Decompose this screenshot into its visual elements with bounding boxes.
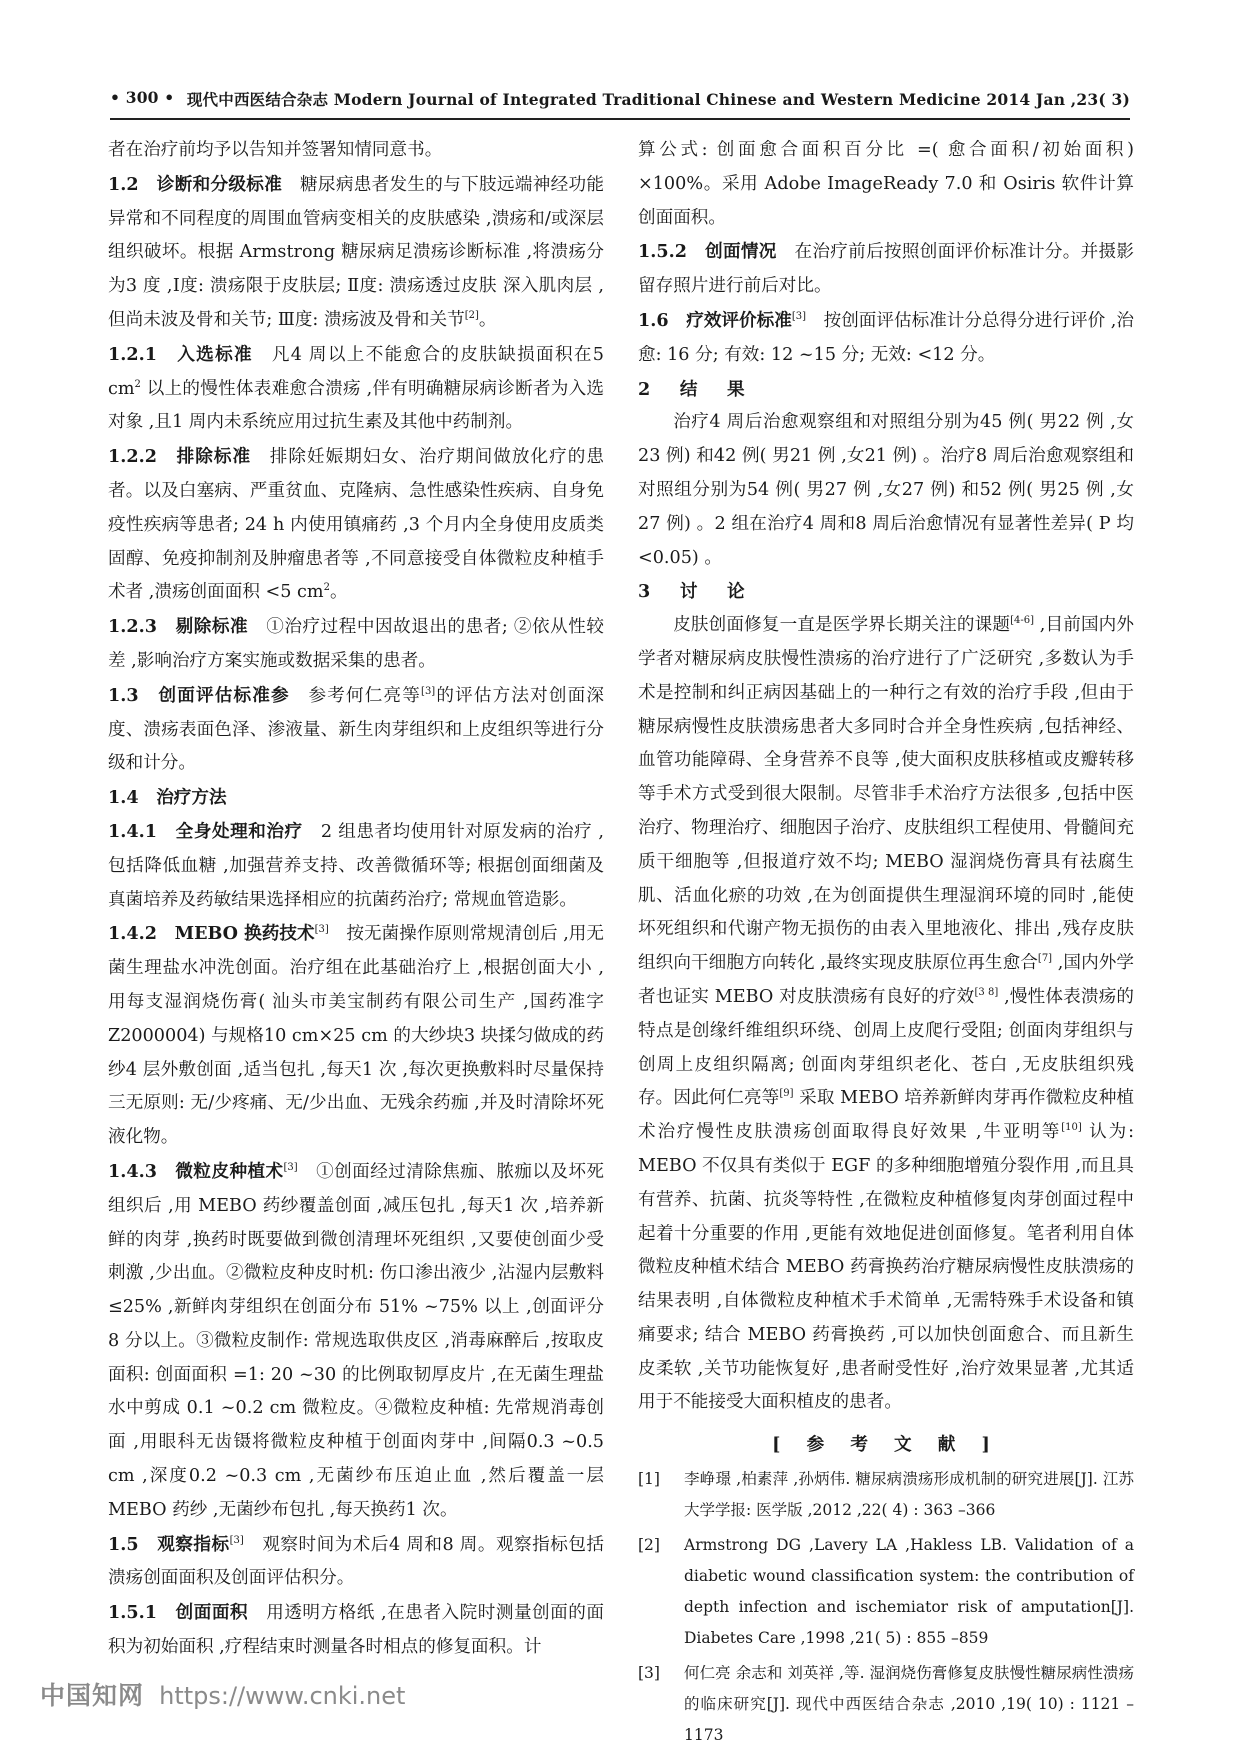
heading-1-4: 1.4 治疗方法 xyxy=(108,787,227,809)
cnki-logo: 中国知网 xyxy=(40,1681,145,1710)
results-paragraph: 治疗4 周后治愈观察组和对照组分别为45 例( 男22 例 ,女23 例) 和42 例( 男21 例 ,女21 例) 。治疗8 周后治愈观察组和对照组分别为54 例( 男27 例 ,女27 例) 和52 例( 男25 例 ,女27 例) 。2 组在治疗4 周和8 周后治愈情况有显著性差异( P 均<0.05) 。 xyxy=(638,412,1134,568)
heading-1-4-2: 1.4.2 MEBO 换药技术 xyxy=(108,923,315,945)
citation: [3] xyxy=(421,685,436,697)
section-1-5: 1.5 观察指标[3] 观察时间为术后4 周和8 周。观察指标包括溃疡创面面积及创面评估积分。 xyxy=(108,1533,604,1589)
section-1-4-3: 1.4.3 微粒皮种植术[3] ①创面经过清除焦痂、脓痂以及坏死组织后 ,用 MEBO 药纱覆盖创面 ,减压包扎 ,每天1 次 ,培养新鲜的肉芽 ,换药时既要做到微创清理坏死组织 ,又要使创面少受刺激 ,少出血。②微粒皮种皮时机: 伤口渗出液少 ,沾湿内层敷料≤25% ,新鲜肉芽组织在创面分布 51% ~75% 以上 ,创面评分8 分以上。③微粒皮制作: 常规选取供皮区 ,消毒麻醉后 ,按取皮面积: 创面面积 =1: 20 ~30 的比例取韧厚皮片 ,在无菌生理盐水中剪成 0.1 ~0.2 cm 微粒皮。④微粒皮种植: 先常规消毒创面 ,用眼科无齿镊将微粒皮种植于创面肉芽中 ,间隔0.3 ~0.5 cm ,深度0.2 ~0.3 cm ,无菌纱布压迫止血 ,然后覆盖一层MEBO 药纱 ,无菌纱布包扎 ,每天换药1 次。 xyxy=(108,1160,604,1520)
heading-1-2: 1.2 诊断和分级标准 xyxy=(108,173,301,195)
citation: [7] xyxy=(1037,953,1053,965)
paragraph-consent: 者在治疗前均予以告知并签署知情同意书。 xyxy=(108,140,443,160)
right-column xyxy=(638,134,1134,1755)
citation: [3] xyxy=(229,1534,244,1546)
heading-1-6: 1.6 疗效评价标准 xyxy=(638,309,792,331)
paragraph-formula: 算公式: 创面愈合面积百分比 =( 愈合面积/初始面积) ×100%。采用 Adobe ImageReady 7.0 和 Osiris 软件计算创面面积。 xyxy=(638,140,1134,228)
page-number: • 300 • xyxy=(110,88,175,107)
reference-item: [2] Armstrong DG ,Lavery LA ,Hakless LB. Validation of a diabetic wound classification system: the contribution of depth infection and ischemiator risk of amputation[J]. Diabetes Care ,1998 ,21( 5) : 855 –859 xyxy=(638,1536,1134,1648)
header-rule xyxy=(110,118,1130,120)
watermark-footer xyxy=(40,1676,405,1712)
citation: [3] xyxy=(314,924,329,936)
left-column xyxy=(108,134,604,1665)
section-1-2: 1.2 诊断和分级标准 糖尿病患者发生的与下肢远端神经功能异常和不同程度的周围血管病变相关的皮肤感染 ,溃疡和/或深层组织破坏。根据 Armstrong 糖尿病足溃疡诊断标准 ,将溃疡分为3 度 ,Ⅰ度: 溃疡限于皮肤层; Ⅱ度: 溃疡透过皮肤 深入肌肉层 ,但尚未波及骨和关节; Ⅲ度: 溃疡波及骨和关节[2]。 xyxy=(108,173,604,330)
section-1-2-1: 1.2.1 入选标准 凡4 周以上不能愈合的皮肤缺损面积在5 $cm^2$ 以上的慢性体表难愈合溃疡 ,伴有明确糖尿病诊断者为入选对象 ,且1 周内未系统应用过抗生素及其他中药制剂。 xyxy=(108,343,605,433)
section-1-2-3: 1.2.3 剔除标准 ①治疗过程中因故退出的患者; ②依从性较差 ,影响治疗方案实施或数据采集的患者。 xyxy=(108,616,604,671)
section-1-6: 1.6 疗效评价标准[3] 按创面评估标准计分总得分进行评价 ,治愈: 16 分; 有效: 12 ~15 分; 无效: <12 分。 xyxy=(638,309,1134,365)
citation: [3 8] xyxy=(974,987,999,999)
section-1-2-2: 1.2.2 排除标准 排除妊娠期妇女、治疗期间做放化疗的患者。以及白塞病、严重贫血、克隆病、急性感染性疾病、自身免疫性疾病等患者; 24 h 内使用镇痛药 ,3 个月内全身使用皮质类固醇、免疫抑制剂及肿瘤患者等 ,不同意接受自体微粒皮种植手术者 ,溃疡创面面积 <5 $cm^2$。 xyxy=(108,446,604,603)
heading-results: 2 结 果 xyxy=(638,378,751,400)
references-heading: [ 参 考 文 献 ] xyxy=(772,1434,1000,1456)
section-1-3: 1.3 创面评估标准参 参考何仁亮等[3]的评估方法对创面深度、溃疡表面色泽、渗液量、新生肉芽组织和上皮组织等进行分级和计分。 xyxy=(108,684,604,774)
section-1-5-2: 1.5.2 创面情况 在治疗前后按照创面评价标准计分。并摄影留存照片进行前后对比。 xyxy=(638,241,1134,297)
heading-1-5-2: 1.5.2 创面情况 xyxy=(638,241,795,263)
journal-title: 现代中西医结合杂志 Modern Journal of Integrated Traditional Chinese and Western Medicine 2014 Jan ,23( 3) xyxy=(186,90,1130,109)
heading-1-4-3: 1.4.3 微粒皮种植术 xyxy=(108,1160,284,1182)
citation: [4-6] xyxy=(1010,615,1035,627)
heading-1-2-2: 1.2.2 排除标准 xyxy=(108,446,270,468)
heading-1-5: 1.5 观察指标 xyxy=(108,1533,230,1555)
citation: [2] xyxy=(464,310,479,322)
heading-discussion: 3 讨 论 xyxy=(638,581,751,603)
reference-item: [3] 何仁亮 余志和 刘英祥 ,等. 湿润烧伤膏修复皮肤慢性糖尿病性溃疡的临床研究[J]. 现代中西医结合杂志 ,2010 ,19( 10) : 1121 –1173 xyxy=(638,1664,1134,1745)
cnki-url[interactable]: https://www.cnki.net xyxy=(159,1682,406,1710)
reference-item: [1] 李峥璟 ,柏素萍 ,孙炳伟. 糖尿病溃疡形成机制的研究进展[J]. 江苏大学学报: 医学版 ,2012 ,22( 4) : 363 –366 xyxy=(638,1470,1134,1520)
section-1-5-1: 1.5.1 创面面积 用透明方格纸 ,在患者入院时测量创面的面积为初始面积 ,疗程结束时测量各时相点的修复面积。计 xyxy=(108,1602,605,1658)
section-1-4-2: 1.4.2 MEBO 换药技术[3] 按无菌操作原则常规清创后 ,用无菌生理盐水冲洗创面。治疗组在此基础治疗上 ,根据创面大小 ,用每支湿润烧伤膏( 汕头市美宝制药有限公司生产 ,国药准字 Z2000004) 与规格10 cm×25 cm 的大纱块3 块揉匀做成的药纱4 层外敷创面 ,适当包扎 ,每天1 次 ,每次更换敷料时尽量保持三无原则: 无/少疼痛、无/少出血、无残余药痂 ,并及时清除坏死液化物。 xyxy=(108,923,605,1148)
heading-1-2-3: 1.2.3 剔除标准 xyxy=(108,616,267,638)
heading-1-3: 1.3 创面评估标准参 xyxy=(108,684,309,706)
discussion-paragraph: 皮肤创面修复一直是医学界长期关注的课题[4-6] ,目前国内外学者对糖尿病皮肤慢性溃疡的治疗进行了广泛研究 ,多数认为手术是控制和纠正病因基础上的一种行之有效的治疗手段 ,但由于糖尿病慢性皮肤溃疡患者大多同时合并全身性疾病 ,包括神经、血管功能障碍、全身营养不良等 ,使大面积皮肤移植或皮瓣转移等手术方式受到很大限制。尽管非手术治疗方法很多 ,包括中医治疗、物理治疗、细胞因子治疗、皮肤组织工程使用、骨髓间充质干细胞等 ,但报道疗效不均; MEBO 湿润烧伤膏具有祛腐生肌、活血化瘀的功效 ,在为创面提供生理湿润环境的同时 ,能使坏死组织和代谢产物无损伤的由表入里地液化、排出 ,残存皮肤组织向干细胞方向转化 ,最终实现皮肤原位再生愈合[7] ,国内外学者也证实 MEBO 对皮肤溃疡有良好的疗效[3 8] ,慢性体表溃疡的特点是创缘纤维组织环绕、创周上皮爬行受阻; 创面肉芽组织与创周上皮组织隔离; 创面肉芽组织老化、苍白 ,无皮肤组织残存。因此何仁亮等[9] 采取 MEBO 培养新鲜肉芽再作微粒皮种植术治疗慢性皮肤溃疡创面取得良好效果 ,牛亚明等[10] 认为: MEBO 不仅具有类似于 EGF 的多种细胞增殖分裂作用 ,而且具有营养、抗菌、抗炎等特性 ,在微粒皮种植修复肉芽创面过程中起着十分重要的作用 ,更能有效地促进创面修复。笔者利用自体微粒皮种植术结合 MEBO 药膏换药治疗糖尿病慢性皮肤溃疡的结果表明 ,自体微粒皮种植术手术简单 ,无需特殊手术设备和镇痛要求; 结合 MEBO 药膏换药 ,可以加快创面愈合、而且新生皮柔软 ,关节功能恢复好 ,患者耐受性好 ,治疗效果显著 ,尤其适用于不能接受大面积植皮的患者。 xyxy=(638,615,1135,1413)
heading-1-4-1: 1.4.1 全身处理和治疗 xyxy=(108,820,321,842)
citation: [10] xyxy=(1061,1122,1082,1134)
citation: [9] xyxy=(779,1088,794,1100)
running-header xyxy=(110,86,1130,112)
citation: [3] xyxy=(283,1162,298,1174)
section-1-4-1: 1.4.1 全身处理和治疗 2 组患者均使用针对原发病的治疗 ,包括降低血糖 ,加强营养支持、改善微循环等; 根据创面细菌及真菌培养及药敏结果选择相应的抗菌药治疗; 常规血管造影。 xyxy=(108,820,604,910)
heading-1-5-1: 1.5.1 创面面积 xyxy=(108,1602,267,1624)
citation: [3] xyxy=(791,311,806,323)
heading-1-2-1: 1.2.1 入选标准 xyxy=(108,343,272,365)
